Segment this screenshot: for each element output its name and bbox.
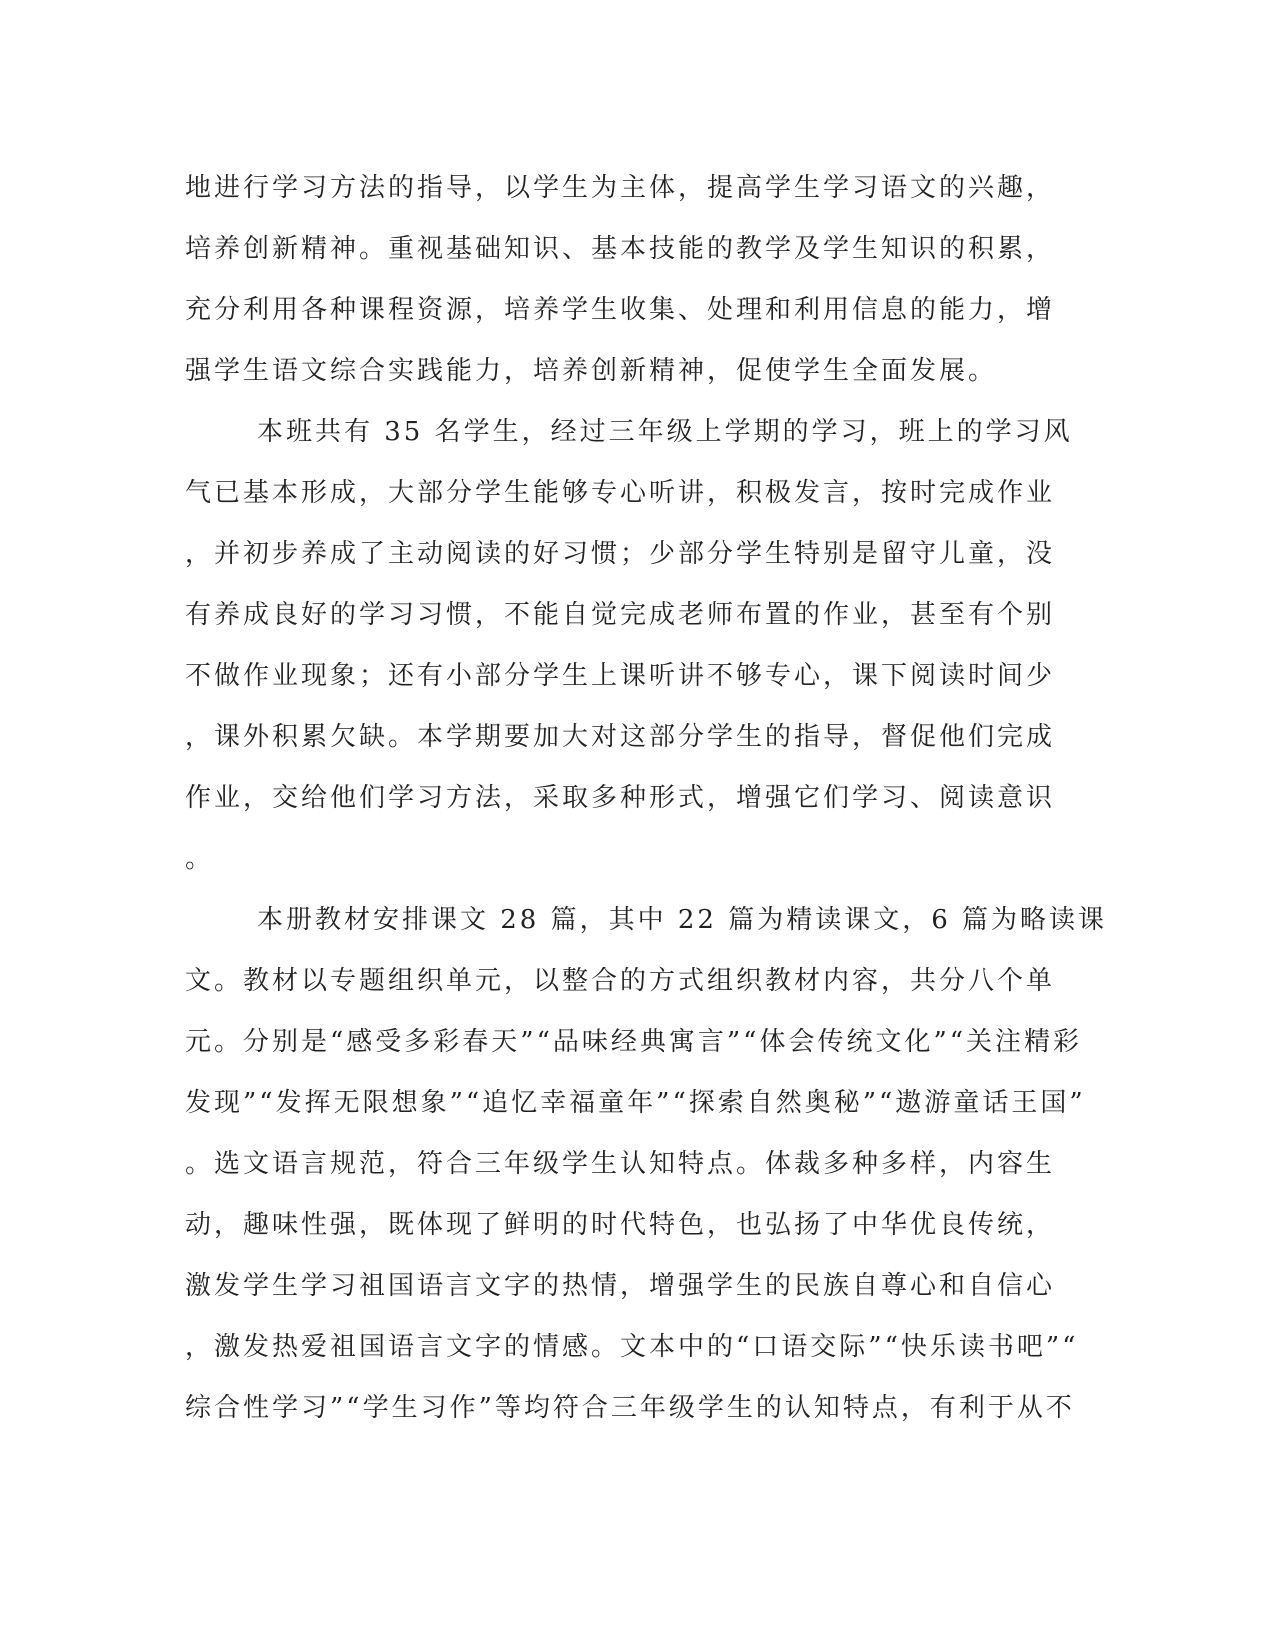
text-line: 动，趣味性强，既体现了鲜明的时代特色，也弘扬了中华优良传统， [185, 1210, 1056, 1240]
text-line: 培养创新精神。重视基础知识、基本技能的教学及学生知识的积累， [185, 234, 1056, 264]
text-line: 。 [185, 844, 215, 874]
text-line: 地进行学习方法的指导，以学生为主体，提高学生学习语文的兴趣， [185, 173, 1056, 203]
text-line: 充分利用各种课程资源，培养学生收集、处理和利用信息的能力，增 [185, 295, 1056, 325]
text-line: ，课外积累欠缺。本学期要加大对这部分学生的指导，督促他们完成 [185, 722, 1056, 752]
text-line: ，激发热爱祖国语言文字的情感。文本中的“口语交际”“快乐读书吧”“ [185, 1332, 1079, 1362]
text-line: 综合性学习”“学生习作”等均符合三年级学生的认知特点，有利于从不 [185, 1393, 1075, 1423]
text-line: 激发学生学习祖国语言文字的热情，增强学生的民族自尊心和自信心 [185, 1271, 1056, 1301]
body-text [185, 158, 1108, 1439]
paragraph-start-line: 本册教材安排课文 28 篇，其中 22 篇为精读课文，6 篇为略读课 [257, 905, 1108, 935]
text-line: 。选文语言规范，符合三年级学生认知特点。体裁多种多样，内容生 [185, 1149, 1056, 1179]
text-line: 强学生语文综合实践能力，培养创新精神，促使学生全面发展。 [185, 356, 998, 386]
text-line: 作业，交给他们学习方法，采取多种形式，增强它们学习、阅读意识 [185, 783, 1056, 813]
text-line: 有养成良好的学习习惯，不能自觉完成老师布置的作业，甚至有个别 [185, 600, 1056, 630]
text-line: ，并初步养成了主动阅读的好习惯；少部分学生特别是留守儿童，没 [185, 539, 1056, 569]
paragraph-start-line: 本班共有 35 名学生，经过三年级上学期的学习，班上的学习风 [257, 417, 1073, 447]
text-line: 不做作业现象；还有小部分学生上课听讲不够专心，课下阅读时间少 [185, 661, 1056, 691]
text-line: 气已基本形成，大部分学生能够专心听讲，积极发言，按时完成作业 [185, 478, 1056, 508]
text-line: 发现”“发挥无限想象”“追忆幸福童年”“探索自然奥秘”“遨游童话王国” [185, 1088, 1086, 1118]
text-line: 元。分别是“感受多彩春天”“品味经典寓言”“体会传统文化”“关注精彩 [185, 1027, 1083, 1057]
text-line: 文。教材以专题组织单元，以整合的方式组织教材内容，共分八个单 [185, 966, 1056, 996]
